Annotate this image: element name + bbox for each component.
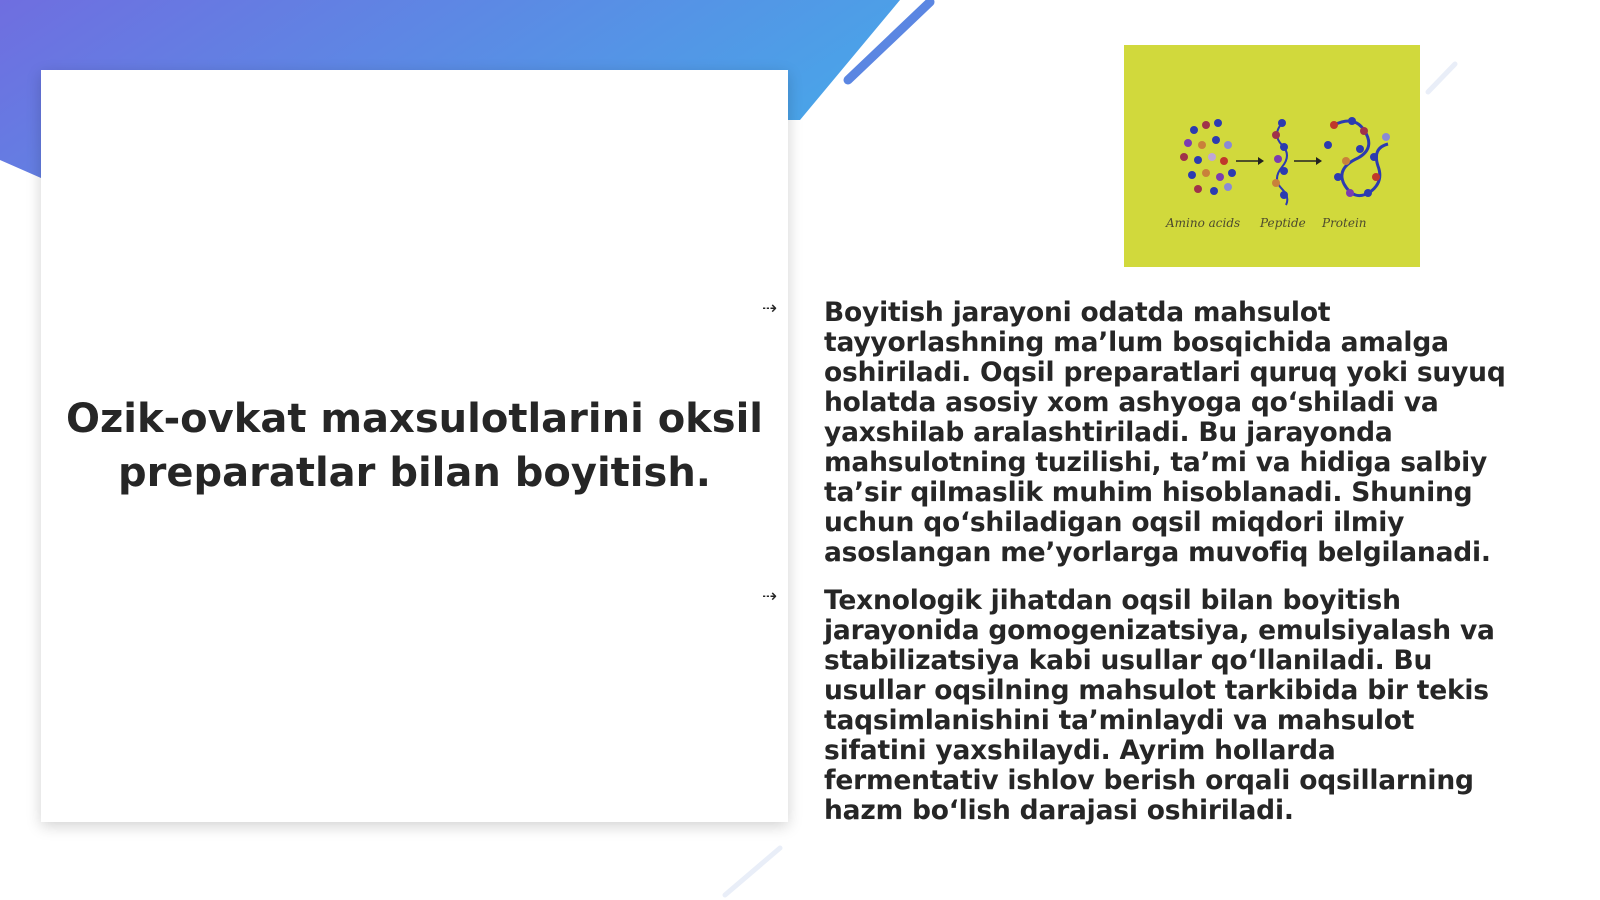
peptide-chain [1272,119,1288,205]
title-card [41,70,788,822]
content-text [762,297,1514,844]
amino-acids-cluster [1180,119,1236,195]
arrow-right-icon [1236,157,1264,165]
paragraph-2-text: Texnologik jihatdan oqsil bilan boyitish jarayonida gomogenizatsiya, emulsiyalash va stabilizatsiya kabi usullar qo‘llaniladi. Bu usullar oqsilning mahsulot tarkibida bir tekis taqsimlanishini ta’minlaydi va mahsulot sifatini yaxshilaydi. Ayrim hollarda fermentativ ishlov berish orqali oqsillarning hazm bo‘lish darajasi oshiriladi. [824,585,1495,826]
arrow-right-icon-2 [1294,157,1322,165]
amino-acid-protein-icon [1124,45,1420,267]
label-amino-acids: Amino acids [1166,216,1241,230]
slide-title: Ozik-ovkat maxsulotlarini oksil preparatlar bilan boyitish. [65,396,764,496]
paragraph-1-text: Boyitish jarayoni odatda mahsulot tayyorlashning ma’lum bosqichida amalga oshiriladi. Oqsil preparatlari quruq yoki suyuq holatda asosiy xom ashyoga qo‘shiladi va yaxshilab aralashtiriladi. Bu jarayonda mahsulotning tuzilishi, ta’mi va hidiga salbiy ta’sir qilmaslik muhim hisoblanadi. Shuning uchun qo‘shiladigan oqsil miqdori ilmiy asoslangan me’yorlarga muvofiq belgilanadi. [824,297,1506,568]
paragraph-2 [762,585,1514,826]
label-peptide: Peptide [1260,216,1306,230]
protein-illustration [1124,45,1420,267]
dashed-arrow-icon: ⇢ [762,586,777,607]
label-protein: Protein [1322,216,1367,230]
protein-fold [1324,117,1390,197]
paragraph-1 [762,297,1514,568]
dashed-arrow-icon: ⇢ [762,298,777,319]
